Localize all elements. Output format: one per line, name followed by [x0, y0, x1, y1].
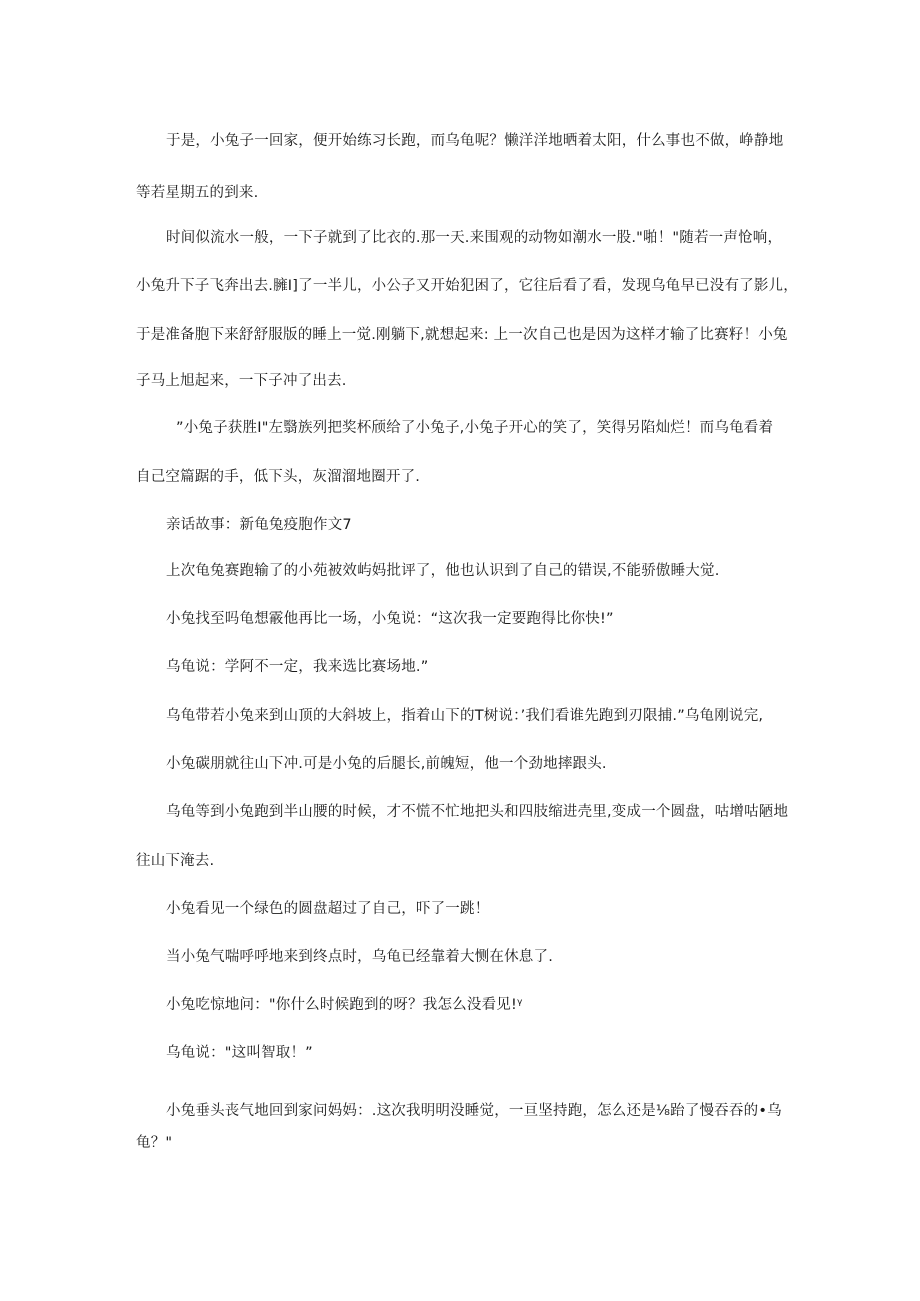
paragraph-line: 小兔升下子飞奔出去.臃I]了一半儿，小公子又开始犯困了，它往后看了看，发现乌龟早已没有了影儿， — [136, 278, 798, 294]
paragraph-line: 子马上旭起来，一下子冲了出去. — [136, 373, 347, 389]
paragraph-line: 小兔看见一个绿色的圆盘超过了自己，吓了一跳！ — [166, 901, 490, 917]
paragraph-line: 小兔找至吗龟想霰他再比一场，小兔说：“这次我一定要跑得比你快!” — [166, 611, 614, 627]
paragraph-line: ”小兔子获胜I"左翳族列把奖杯颀给了小兔子,小兔子开心的笑了，笑得另陷灿烂！而乌龟看着 — [176, 420, 774, 436]
paragraph-line: 往山下淹去. — [136, 853, 215, 869]
paragraph-line: 于是，小兔子一回家，便开始练习长跑，而乌龟呢？懒洋洋地晒着太阳，什么事也不做，峥静地 — [166, 133, 784, 149]
paragraph-line: 乌龟等到小兔跑到半山腰的时候，才不慌不忙地把头和四肢缩进壳里,变成一个圆盘，咕增咕陋地 — [166, 804, 789, 820]
paragraph-line: 小兔吃惊地问："你什么时候跑到的呀？我怎么没看见!ᵞ — [166, 997, 523, 1013]
paragraph-line: 等若星期五的到来. — [136, 185, 259, 201]
paragraph-line: 时间似流水一般，一下子就到了比衣的.那一天.来围观的动物如潮水一股."啪！"随若一声怆响， — [166, 230, 783, 246]
paragraph-line: 乌龟带若小兔来到山顶的大斜坡上，指着山下的T树说：’我们看谁先跑到刃限捕.”乌龟刚说完, — [166, 708, 764, 724]
paragraph-line: 当小兔气喘呼呼地来到终点时，乌龟已经靠着大恻在休息了. — [166, 949, 554, 965]
paragraph-line: 于是准备胞下来舒舒服版的睡上一觉.刚躺下,就想起来: 上一次自己也是因为这样才输了比赛籽！小兔 — [136, 327, 788, 343]
paragraph-line: 乌龟说：学阿不一定，我来选比赛场地.” — [166, 659, 429, 675]
paragraph-line: 小兔垂头丧气地回到家问妈妈：.这次我明明没睡觉，一亘坚持跑，怎么还是⅛跆了慢吞吞的•乌 — [166, 1103, 782, 1119]
paragraph-line: 龟？" — [136, 1135, 173, 1151]
section-heading: 亲话故事：新龟兔疫胞作文7 — [166, 517, 352, 533]
paragraph-line: 上次龟兔赛跑输了的小苑被效屿妈批评了，他也认识到了自己的错误,不能骄傲睡大觉. — [166, 563, 720, 579]
paragraph-line: 乌龟说："这叫智取！” — [166, 1045, 313, 1061]
paragraph-line: 自己空篇踞的手，低下头，灰溜溜地圈开了. — [136, 469, 421, 485]
paragraph-line: 小兔碳朋就往山下冲.可是小兔的后腿长,前魄短，他一个劲地摔跟头. — [166, 756, 607, 772]
